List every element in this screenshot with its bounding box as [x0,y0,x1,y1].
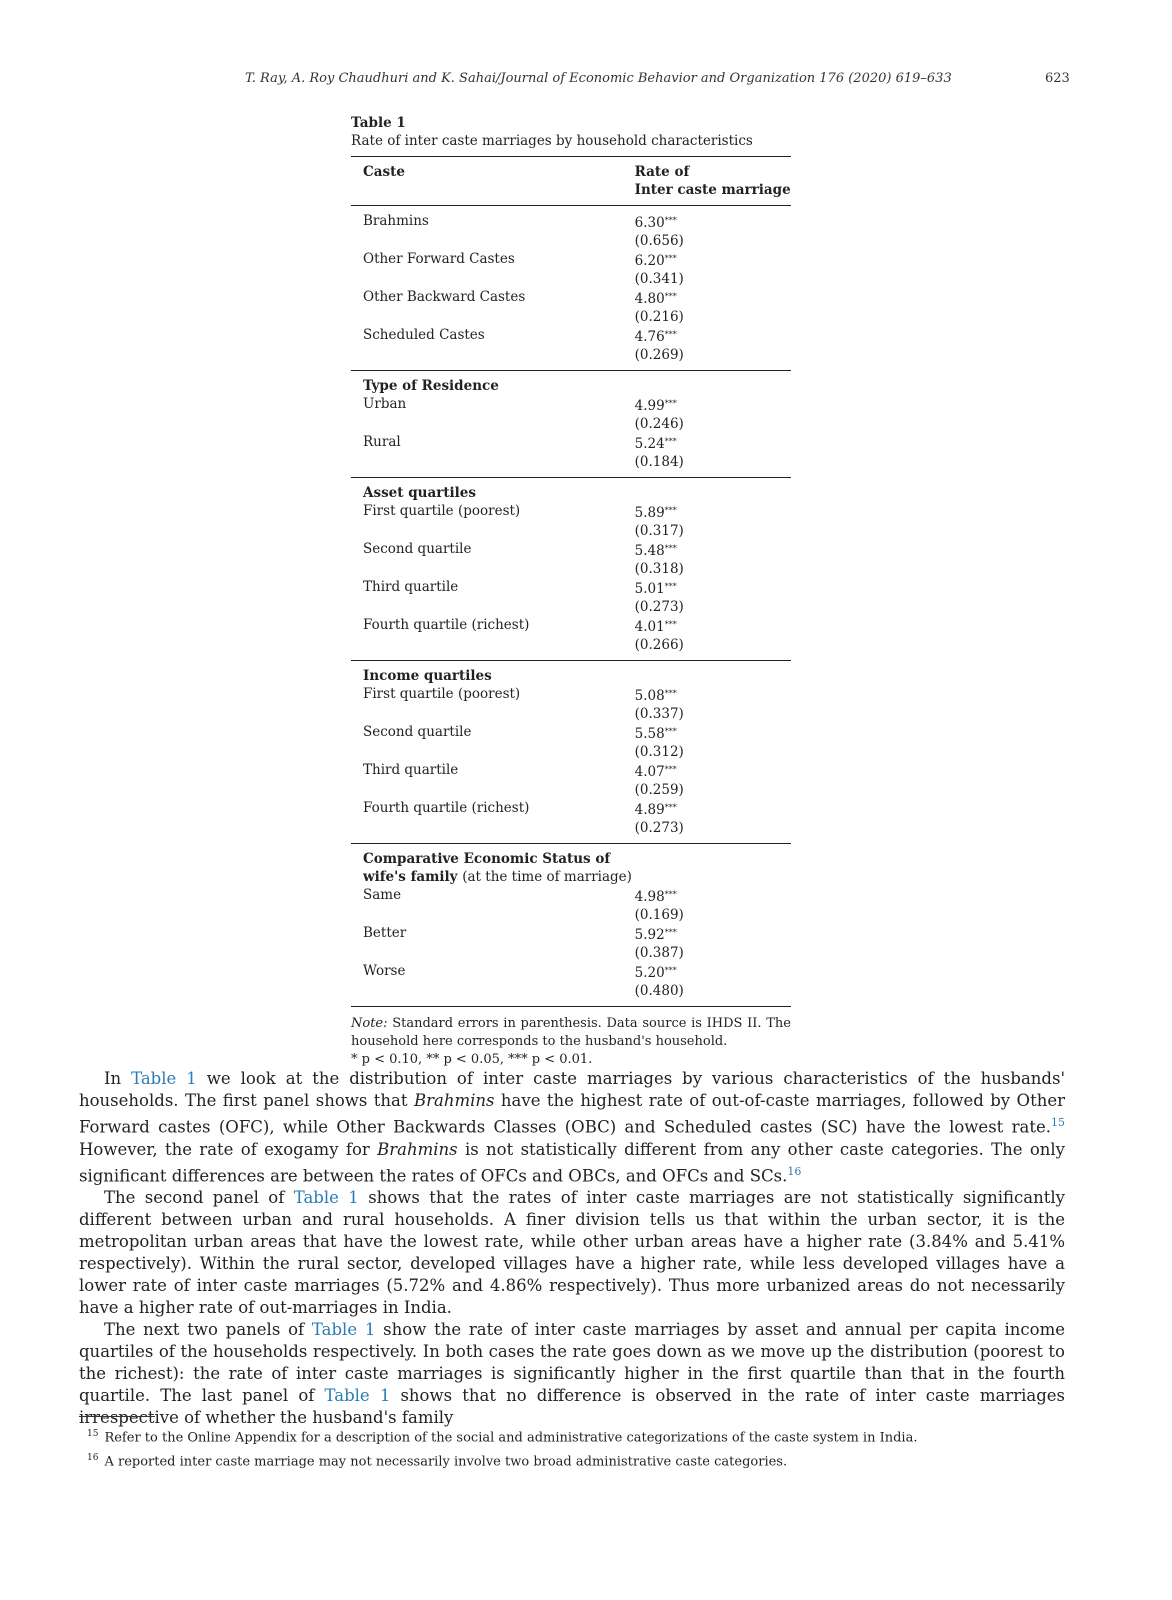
row-label: Other Backward Castes [363,289,526,305]
p3-text-b: show the rate of inter caste marriages by asset and annual per capita income quartiles of the households respectively. In both cases the rate goes down as we move up the distribution (poorest to the richest): the rate of inter caste marriages is significantly higher in the first quartile than that in the fourth quartile. The last panel of [79,1320,1065,1405]
row-value [635,326,791,346]
row-value [635,886,791,906]
table-row-se [351,819,791,844]
empty-cell [351,781,635,799]
note-label: Note: [351,1016,388,1031]
standard-error: (0.246) [634,416,684,432]
row-label: Second quartile [363,541,472,557]
col-header-rate-line1: Rate of [634,164,690,180]
table-row [351,578,791,598]
row-value [635,540,791,560]
empty-cell [351,346,635,371]
row-label: First quartile (poorest) [363,686,521,702]
results-table [351,156,791,1007]
rate-value: 6.30 [634,215,665,231]
table-row [351,924,791,944]
footnote-text: A reported inter caste marriage may not necessarily involve two broad administrative caste categories. [104,1454,788,1470]
p1-text-a: In [104,1069,132,1088]
p1-brahmins-1: Brahmins [413,1091,495,1110]
rate-value: 5.01 [634,581,665,597]
table-row-se [351,232,791,250]
standard-error: (0.273) [634,820,684,836]
row-label: Fourth quartile (richest) [363,617,530,633]
standard-error: (0.273) [634,599,684,615]
table-row-se [351,560,791,578]
significance-stars: *** [664,330,677,339]
rate-value: 5.89 [634,505,665,521]
significance-stars: *** [664,928,677,937]
row-label: Other Forward Castes [363,251,515,267]
significance-stars: *** [664,727,677,736]
footnotes [87,1424,1067,1473]
running-title: T. Ray, A. Roy Chaudhuri and K. Sahai/Journal of Economic Behavior and Organization 176 (2020) 619–633 [245,71,952,86]
panel-title-row [351,478,791,503]
row-value [635,250,791,270]
table-row [351,799,791,819]
p3-text-c: shows that no difference is observed in the rate of inter caste marriages irrespective of whether the husband's family [79,1386,1065,1427]
standard-error: (0.387) [634,945,684,961]
panel-title: Asset quartiles [363,485,476,501]
empty-cell [351,906,635,924]
significance-stars: *** [664,890,677,899]
table-header-row [351,157,791,206]
standard-error: (0.312) [634,744,684,760]
significance-stars: *** [664,765,677,774]
panel-title-row [351,661,791,686]
panel-title: Income quartiles [363,668,492,684]
panel-residence [351,371,791,478]
significance-stars: *** [664,292,677,301]
panel-economic-status [351,844,791,1007]
panel-asset [351,478,791,661]
empty-cell [351,944,635,962]
panel-title [351,844,791,887]
standard-error: (0.337) [634,706,684,722]
p1-text-d: However, the rate of exogamy for [79,1139,378,1159]
standard-error: (0.184) [634,454,684,470]
significance-stars: *** [664,399,677,408]
row-value [635,799,791,819]
row-value [635,578,791,598]
body-text [79,1068,1065,1429]
row-value [635,924,791,944]
row-label: Better [363,925,407,941]
p1-text-e: is not statistically different from any other caste categories. The only significant differences are between the rates of OFCs and OBCs, and OFCs and SCs. [79,1139,1065,1185]
row-value [635,962,791,982]
row-label: First quartile (poorest) [363,503,521,519]
table-row [351,540,791,560]
empty-cell [351,982,635,1007]
table-row-se [351,906,791,924]
table-row-se [351,598,791,616]
table-1-link[interactable]: Table 1 [311,1320,376,1339]
row-value [635,288,791,308]
panel-title-row [351,371,791,396]
col-header-caste: Caste [363,164,405,180]
p2-text-a: The second panel of [104,1188,294,1207]
table-row-se [351,346,791,371]
rate-value: 4.98 [634,889,665,905]
row-value [635,685,791,705]
table-1 [351,114,791,1069]
row-label: Second quartile [363,724,472,740]
empty-cell [351,636,635,661]
row-label: Third quartile [363,762,459,778]
standard-error: (0.656) [634,233,684,249]
empty-cell [351,308,635,326]
standard-error: (0.216) [634,309,684,325]
rate-value: 5.58 [634,726,665,742]
p2-text-b: shows that the rates of inter caste marriages are not statistically significantly different between urban and rural households. A finer division tells us that within the urban sector, it is the metropolitan urban areas that have the lowest rate, while other urban areas have a higher rate (3.84% and 5.41% respectively). Within the rural sector, developed villages have a higher rate, while less developed villages have a lower rate of inter caste marriages (5.72% and 4.86% respectively). Thus more urbanized areas do not necessarily have a higher rate of out-marriages in India. [79,1188,1065,1317]
table-row-se [351,743,791,761]
empty-cell [351,522,635,540]
row-label: Fourth quartile (richest) [363,800,530,816]
panel-title-row [351,844,791,887]
p1-text-b: we look at the distribution of inter caste marriages by various characteristics of the husbands' households. The first panel shows that [79,1069,1065,1110]
significance-stars: *** [664,254,677,263]
table-caption: Rate of inter caste marriages by household characteristics [351,133,753,149]
panel-income [351,661,791,844]
table-note [351,1015,791,1069]
table-row-se [351,944,791,962]
empty-cell [351,819,635,844]
significance-stars: *** [664,544,677,553]
table-1-link[interactable]: Table 1 [131,1069,197,1088]
col-header-rate [635,157,791,206]
table-row [351,326,791,346]
table-row [351,886,791,906]
rate-value: 5.20 [634,965,665,981]
empty-cell [351,453,635,478]
standard-error: (0.259) [634,782,684,798]
row-value [635,433,791,453]
table-row-se [351,308,791,326]
significance-stars: *** [664,216,677,225]
standard-error: (0.169) [634,907,684,923]
standard-error: (0.318) [634,561,684,577]
empty-cell [351,232,635,250]
table-row [351,206,791,233]
page-number: 623 [1045,71,1070,86]
table-row-se [351,453,791,478]
table-row [351,288,791,308]
table-row [351,502,791,522]
note-text: Standard errors in parenthesis. Data source is IHDS II. The household here corresponds to the husband's household. [351,1016,791,1049]
row-label: Scheduled Castes [363,327,485,343]
table-row [351,395,791,415]
panel-caste [351,206,791,371]
table-row-se [351,982,791,1007]
empty-cell [351,560,635,578]
footnote-divider [79,1416,155,1417]
table-row-se [351,270,791,288]
table-1-link[interactable]: Table 1 [293,1188,359,1207]
standard-error: (0.480) [634,983,684,999]
footnote-number: 16 [87,1453,99,1464]
rate-value: 5.24 [634,436,665,452]
row-value [635,761,791,781]
row-value [635,723,791,743]
p3-text-a: The next two panels of [104,1320,312,1339]
empty-cell [351,270,635,288]
p1-text-c: have the highest rate of out-of-caste marriages, followed by Other Forward castes (OFC), while Other Backwards Classes (OBC) and Scheduled castes (SC) have the lowest rate. [79,1091,1065,1137]
significance-stars: *** [664,437,677,446]
table-row-se [351,636,791,661]
paragraph-2 [79,1187,1065,1319]
rate-value: 4.89 [634,802,665,818]
table-row [351,962,791,982]
row-label: Same [363,887,402,903]
empty-cell [351,598,635,616]
footnote-ref-15[interactable]: 15 [1051,1116,1065,1129]
row-value [635,502,791,522]
footnote-text: Refer to the Online Appendix for a description of the social and administrative categorizations of the caste system in India. [104,1430,918,1446]
rate-value: 4.80 [634,291,665,307]
rate-value: 4.76 [634,329,665,345]
row-value [635,616,791,636]
standard-error: (0.317) [634,523,684,539]
row-label: Third quartile [363,579,459,595]
significance-line: * p < 0.10, ** p < 0.05, *** p < 0.01. [351,1052,593,1067]
significance-stars: *** [664,689,677,698]
empty-cell [351,743,635,761]
table-label: Table 1 [351,115,406,131]
row-value [635,395,791,415]
empty-cell [351,705,635,723]
panel-title: Type of Residence [363,378,499,394]
significance-stars: *** [664,620,677,629]
p1-brahmins-2: Brahmins [377,1139,458,1159]
significance-stars: *** [664,803,677,812]
rate-value: 4.99 [634,398,665,414]
table-row-se [351,415,791,433]
table-row [351,433,791,453]
rate-value: 6.20 [634,253,665,269]
paragraph-3 [79,1319,1065,1429]
table-row-se [351,705,791,723]
rate-value: 5.48 [634,543,665,559]
panel-title-line2-rest: (at the time of marriage) [462,869,632,885]
panel-title-line1: Comparative Economic Status of [363,851,611,867]
row-label: Rural [363,434,401,450]
footnote-15 [87,1424,1067,1448]
paragraph-1 [79,1068,1065,1187]
rate-value: 4.07 [634,764,665,780]
footnote-ref-16[interactable]: 16 [787,1164,802,1178]
row-label: Worse [363,963,406,979]
row-label: Brahmins [363,213,429,229]
significance-stars: *** [664,966,677,975]
table-row-se [351,781,791,799]
table-row [351,250,791,270]
footnote-number: 15 [87,1429,99,1439]
table-row [351,685,791,705]
table-row-se [351,522,791,540]
table-row [351,723,791,743]
significance-stars: *** [664,582,677,591]
empty-cell [351,415,635,433]
col-header-rate-line2: Inter caste marriage [634,182,791,198]
rate-value: 5.92 [634,927,665,943]
standard-error: (0.269) [634,347,684,363]
table-row [351,761,791,781]
footnote-16 [87,1448,1067,1472]
panel-title-line2-bold: wife's family [363,869,458,885]
standard-error: (0.341) [634,271,684,287]
significance-stars: *** [664,506,677,515]
rate-value: 5.08 [634,688,665,704]
rate-value: 4.01 [634,619,665,635]
table-1-link[interactable]: Table 1 [324,1386,391,1405]
row-value [635,206,791,233]
standard-error: (0.266) [634,637,684,653]
row-label: Urban [363,396,407,412]
table-row [351,616,791,636]
